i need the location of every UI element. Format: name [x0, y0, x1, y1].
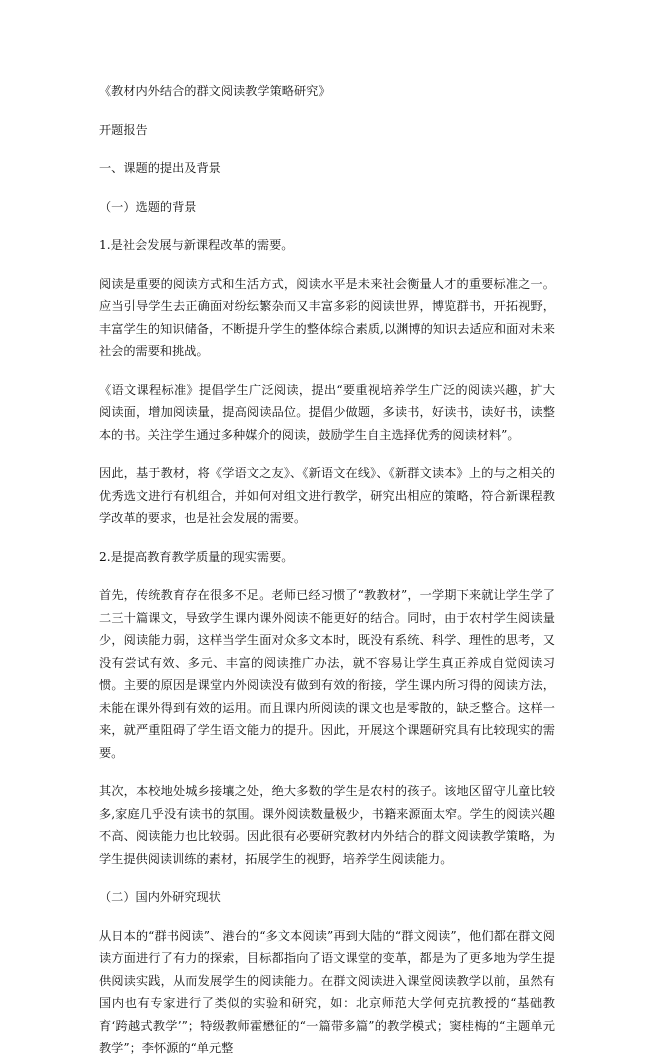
subsection-heading: （一）选题的背景 — [99, 199, 197, 214]
paragraph: 因此，基于教材，将《学语文之友》、《新语文在线》、《新群文读本》上的与之相关的优秀选文进行有机组合，并如何对组文进行教学，研究出相应的策略，符合新课程教学改革的要求，也是社会发展的需要。 — [99, 466, 555, 525]
point-heading: 1.是社会发展与新课程改革的需要。 — [99, 238, 294, 252]
paragraph: 阅读是重要的阅读方式和生活方式，阅读水平是未来社会衡量人才的重要标准之一。应当引导学生去正确面对纷纭繁杂而又丰富多彩的阅读世界，博览群书，开拓视野，丰富学生的知识储备，不断提升学生的整体综合素质,以渊博的知识去适应和面对未来社会的需要和挑战。 — [99, 276, 555, 358]
paragraph: 首先，传统教育存在很多不足。老师已经习惯了“教教材”，一学期下来就让学生学了二三十篇课文，导致学生课内课外阅读不能更好的结合。同时，由于农村学生阅读量少，阅读能力弱，这样当学生面对众多文本时，既没有系统、科学、理性的思考，又没有尝试有效、多元、丰富的阅读推广办法，就不容易让学生真正养成自觉阅读习惯。主要的原因是课堂内外阅读没有做到有效的衔接，学生课内所习得的阅读方法，未能在课外得到有效的运用。而且课内所阅读的课文也是零散的，缺乏整合。这样一来，就严重阻碍了学生语文能力的提升。因此，开展这个课题研究具有比较现实的需要。 — [99, 588, 555, 760]
section-heading: 一、课题的提出及背景 — [99, 161, 221, 175]
paragraph: 其次，本校地处城乡接壤之处，绝大多数的学生是农村的孩子。该地区留守儿童比较多,家庭几乎没有读书的氛围。课外阅读数量极少，书籍来源面太窄。学生的阅读兴趣不高、阅读能力也比较弱。因此很有必要研究教材内外结合的群文阅读教学策略，为学生提供阅读训练的素材，拓展学生的视野，培养学生阅读能力。 — [99, 784, 555, 866]
paragraph: 《语文课程标准》提倡学生广泛阅读，提出“要重视培养学生广泛的阅读兴趣，扩大阅读面，增加阅读量，提高阅读品位。提倡少做题，多读书，好读书，读好书，读整本的书。关注学生通过多种媒介的阅读，鼓励学生自主选择优秀的阅读材料”。 — [99, 382, 555, 442]
point-heading: 2.是提高教育教学质量的现实需要。 — [99, 549, 294, 564]
document-body — [99, 80, 555, 1060]
paragraph: 从日本的“群书阅读”、港台的“多文本阅读”再到大陆的“群文阅读”，他们都在群文阅读方面进行了有力的探索，目标都指向了语文课堂的变革，都是为了更多地为学生提供阅读实践，从而发展学生的阅读能力。在群文阅读进入课堂阅读教学以前，虽然有国内也有专家进行了类似的实验和研究，如：北京师范大学何克抗教授的“基础教育‘跨越式教学’”；特级教师霍懋征的“一篇带多篇”的教学模式；窦桂梅的“主题单元教学”；李怀源的“单元整 — [99, 928, 555, 1055]
report-heading: 开题报告 — [99, 122, 148, 137]
document-title: 《教材内外结合的群文阅读教学策略研究》 — [99, 84, 331, 98]
subsection-heading: （二）国内外研究现状 — [99, 890, 221, 904]
